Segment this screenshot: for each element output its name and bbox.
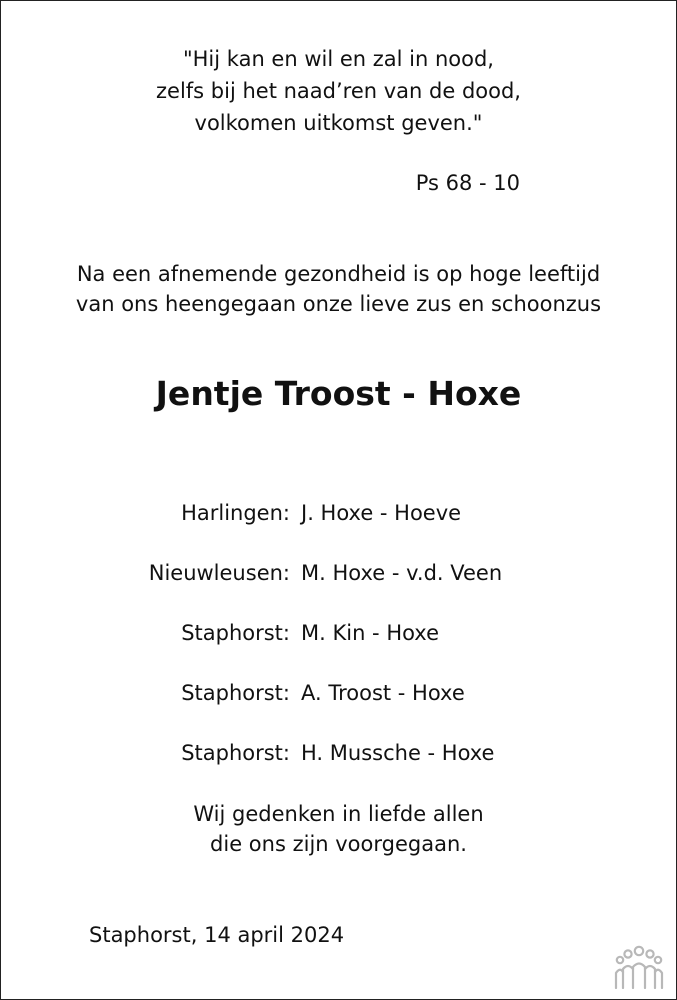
family-row: [0, 497, 677, 529]
family-place: Staphorst:: [181, 621, 290, 645]
family-name: H. Mussche - Hoxe: [301, 741, 495, 765]
people-group-icon: [614, 945, 664, 989]
family-place: Nieuwleusen:: [148, 561, 290, 585]
family-place: Harlingen:: [181, 501, 290, 525]
family-name: M. Kin - Hoxe: [301, 621, 440, 645]
intro-line-2: van ons heengegaan onze lieve zus en schoonzus: [75, 292, 602, 316]
quote-line-1: "Hij kan en wil en zal in nood,: [182, 47, 494, 71]
remembrance-line-1: Wij gedenken in liefde allen: [193, 802, 484, 826]
quote-line-2: zelfs bij het naad’ren van de dood,: [156, 79, 521, 103]
family-place: Staphorst:: [181, 741, 290, 765]
deceased-name: Jentje Troost - Hoxe: [155, 374, 522, 413]
quote-reference: Ps 68 - 10: [415, 171, 520, 195]
remembrance-line-2: die ons zijn voorgegaan.: [210, 832, 467, 856]
family-name: A. Troost - Hoxe: [301, 681, 465, 705]
family-row: [0, 677, 677, 709]
quote-line-3: volkomen uitkomst geven.": [194, 111, 483, 135]
place-date: Staphorst, 14 april 2024: [89, 923, 345, 947]
family-name: J. Hoxe - Hoeve: [301, 501, 462, 525]
family-place: Staphorst:: [181, 681, 290, 705]
family-row: [0, 617, 677, 649]
family-row: [0, 737, 677, 769]
intro-line-1: Na een afnemende gezondheid is op hoge leeftijd: [76, 262, 601, 286]
family-name: M. Hoxe - v.d. Veen: [301, 561, 503, 585]
family-row: [0, 557, 677, 589]
